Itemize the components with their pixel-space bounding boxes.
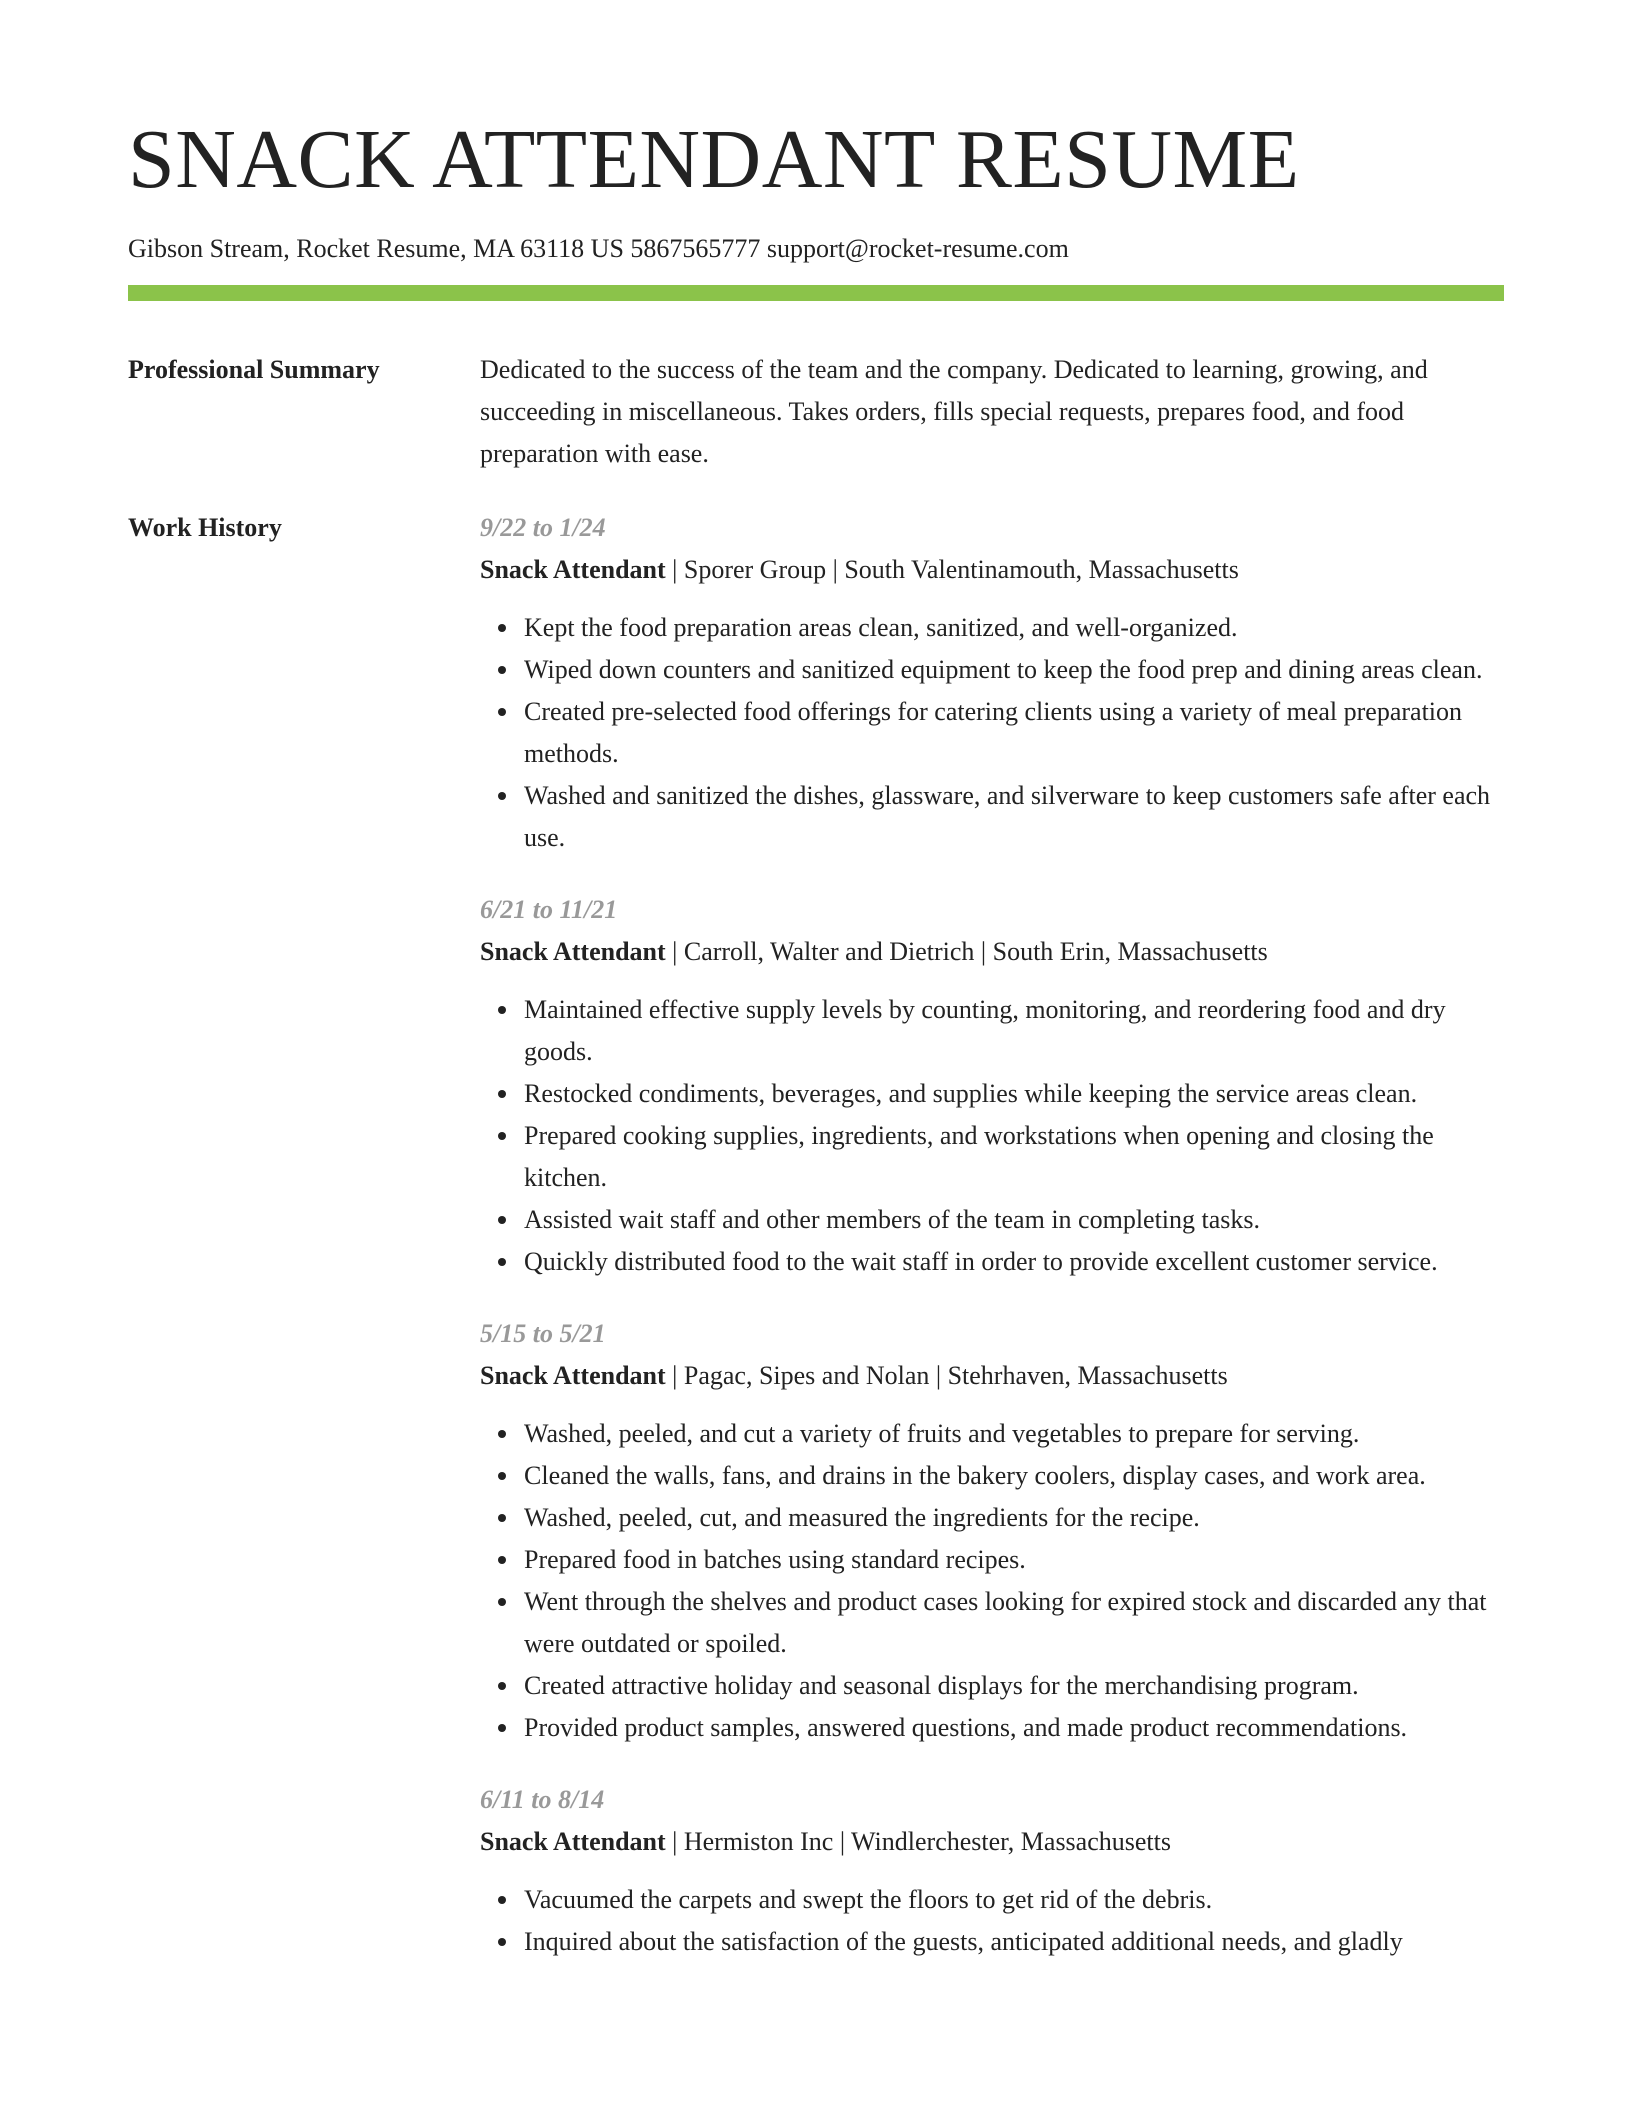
job-entry (480, 1779, 1506, 1963)
job-bullet: Kept the food preparation areas clean, sanitized, and well-organized. (524, 607, 1506, 649)
job-bullet: Wiped down counters and sanitized equipment to keep the food prep and dining areas clean. (524, 649, 1506, 691)
header-divider (128, 285, 1504, 301)
job-bullet: Quickly distributed food to the wait staff in order to provide excellent customer service. (524, 1241, 1506, 1283)
job-list (480, 507, 1506, 1993)
job-bullet: Created pre-selected food offerings for catering clients using a variety of meal preparation methods. (524, 691, 1506, 775)
job-dates: 6/11 to 8/14 (480, 1785, 605, 1814)
job-heading (480, 1355, 1506, 1397)
job-dates: 6/21 to 11/21 (480, 895, 618, 924)
job-bullet: Maintained effective supply levels by counting, monitoring, and reordering food and dry goods. (524, 989, 1506, 1073)
job-role: Snack Attendant (480, 1361, 666, 1390)
job-heading (480, 1821, 1506, 1863)
job-bullet: Provided product samples, answered questions, and made product recommendations. (524, 1707, 1506, 1749)
job-bullets (480, 1879, 1506, 1963)
job-details: | Pagac, Sipes and Nolan | Stehrhaven, Massachusetts (665, 1361, 1228, 1390)
job-bullet: Assisted wait staff and other members of the team in completing tasks. (524, 1199, 1506, 1241)
job-dates: 9/22 to 1/24 (480, 513, 606, 542)
job-role: Snack Attendant (480, 555, 666, 584)
job-bullet: Restocked condiments, beverages, and supplies while keeping the service areas clean. (524, 1073, 1506, 1115)
job-bullet: Prepared cooking supplies, ingredients, and workstations when opening and closing the kitchen. (524, 1115, 1506, 1199)
job-heading (480, 549, 1506, 591)
job-heading (480, 931, 1506, 973)
job-bullet: Washed, peeled, and cut a variety of fruits and vegetables to prepare for serving. (524, 1413, 1506, 1455)
job-bullet: Created attractive holiday and seasonal displays for the merchandising program. (524, 1665, 1506, 1707)
job-details: | Sporer Group | South Valentinamouth, Massachusetts (665, 555, 1239, 584)
job-bullet: Washed and sanitized the dishes, glassware, and silverware to keep customers safe after each use. (524, 775, 1506, 859)
job-entry (480, 889, 1506, 1283)
job-bullet: Cleaned the walls, fans, and drains in the bakery coolers, display cases, and work area. (524, 1455, 1506, 1497)
job-bullets (480, 1413, 1506, 1749)
job-bullet: Washed, peeled, cut, and measured the ingredients for the recipe. (524, 1497, 1506, 1539)
job-bullet: Vacuumed the carpets and swept the floors to get rid of the debris. (524, 1879, 1506, 1921)
job-entry (480, 1313, 1506, 1749)
job-role: Snack Attendant (480, 937, 666, 966)
job-dates: 5/15 to 5/21 (480, 1319, 606, 1348)
contact-line: Gibson Stream, Rocket Resume, MA 63118 US 5867565777 support@rocket-resume.com (128, 234, 1069, 263)
job-bullets (480, 607, 1506, 859)
summary-text: Dedicated to the success of the team and the company. Dedicated to learning, growing, and succeeding in miscellaneous. Takes orders, fills special requests, prepares food, and food preparation with ease. (480, 355, 1428, 468)
job-bullet: Inquired about the satisfaction of the guests, anticipated additional needs, and gladly (524, 1921, 1506, 1963)
job-bullet: Prepared food in batches using standard recipes. (524, 1539, 1506, 1581)
job-role: Snack Attendant (480, 1827, 666, 1856)
job-bullet: Went through the shelves and product cases looking for expired stock and discarded any that were outdated or spoiled. (524, 1581, 1506, 1665)
section-label-work-history: Work History (128, 513, 282, 542)
resume-title: SNACK ATTENDANT RESUME (128, 113, 1300, 206)
job-details: | Carroll, Walter and Dietrich | South Erin, Massachusetts (665, 937, 1268, 966)
job-bullets (480, 989, 1506, 1283)
job-entry (480, 507, 1506, 859)
section-label-professional-summary: Professional Summary (128, 355, 380, 384)
job-details: | Hermiston Inc | Windlerchester, Massachusetts (665, 1827, 1171, 1856)
